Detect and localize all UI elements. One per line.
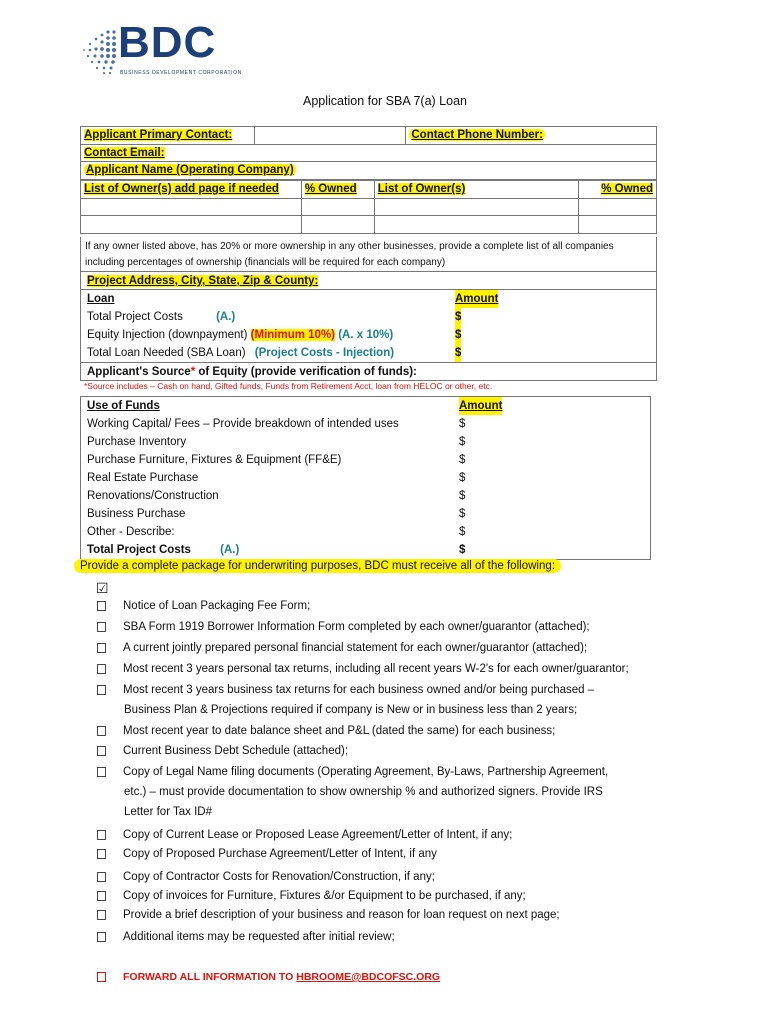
- phone-label: Contact Phone Number:: [411, 129, 543, 142]
- uof-total-label: Total Project Costs: [87, 544, 191, 556]
- checklist-item: Copy of Current Lease or Proposed Lease Agreement/Letter of Intent, if any;: [97, 829, 512, 841]
- uof-amount[interactable]: $: [459, 526, 466, 538]
- uof-total-row: [81, 541, 650, 559]
- loan-label: Loan: [87, 293, 115, 305]
- source-label-a: Applicant's Source: [87, 366, 191, 378]
- ownership-note: If any owner listed above, has 20% or more ownership in any other businesses, provide a complete list of all companies including percentages of ownership (financials will be required for each company): [80, 237, 657, 272]
- uof-amount[interactable]: $: [459, 454, 466, 466]
- total-costs-row: [81, 308, 656, 326]
- logo-dots-icon: [78, 26, 122, 76]
- checklist-item: Copy of Legal Name filing documents (Operating Agreement, By-Laws, Partnership Agreement,: [97, 766, 608, 778]
- primary-contact-label-cell: [81, 127, 255, 145]
- email-label: Contact Email:: [84, 146, 165, 159]
- checkbox[interactable]: [97, 872, 106, 882]
- primary-contact-label: Applicant Primary Contact:: [84, 129, 233, 142]
- owner-name-input[interactable]: [374, 216, 578, 234]
- uof-item: Renovations/Construction: [87, 490, 219, 502]
- uof-row: [81, 487, 650, 505]
- checkbox[interactable]: [97, 972, 106, 982]
- checkbox[interactable]: [97, 726, 106, 736]
- uof-row: [81, 505, 650, 523]
- uof-item: Working Capital/ Fees – Provide breakdown of intended uses: [87, 418, 399, 430]
- page-title: Application for SBA 7(a) Loan: [303, 94, 467, 108]
- checkbox[interactable]: [97, 643, 106, 653]
- checklist-item: Copy of Contractor Costs for Renovation/Construction, if any;: [97, 871, 435, 883]
- uof-header-row: [81, 397, 650, 415]
- applicant-name-row: [81, 162, 657, 180]
- uof-amount[interactable]: $: [459, 436, 466, 448]
- owners-cell: [374, 181, 578, 199]
- owners-header-row: [81, 181, 657, 199]
- logo-subtitle: BUSINESS DEVELOPMENT CORPORATION: [120, 70, 242, 76]
- equity-source-row[interactable]: [81, 362, 656, 380]
- owner-entry-row: [81, 216, 657, 234]
- total-costs-amount[interactable]: $: [455, 308, 461, 326]
- uof-row: [81, 469, 650, 487]
- total-loan-label: Total Loan Needed (SBA Loan): [87, 347, 246, 359]
- checklist-item: Most recent 3 years personal tax returns, including all recent years W-2's for each owner/guarantor;: [97, 663, 629, 675]
- phone-label-cell: [406, 127, 551, 145]
- logo-brand: BDC: [118, 18, 217, 67]
- owner-percent-input[interactable]: [301, 216, 374, 234]
- project-address-label: Project Address, City, State, Zip & County:: [87, 275, 319, 287]
- uof-amount[interactable]: $: [459, 472, 466, 484]
- checkbox[interactable]: [97, 910, 106, 920]
- applicant-name-label: Applicant Name (Operating Company): [86, 164, 294, 177]
- checklist-continuation: Letter for Tax ID#: [124, 806, 212, 818]
- owned-1-cell: [301, 181, 374, 199]
- owner-entry-row: [81, 198, 657, 216]
- owners-label: List of Owner(s): [377, 183, 466, 196]
- owner-percent-input[interactable]: [579, 198, 657, 216]
- uof-total-amount[interactable]: $: [459, 544, 466, 556]
- uof-item: Other - Describe:: [87, 526, 175, 538]
- uof-item: Purchase Inventory: [87, 436, 187, 448]
- email-row: [81, 144, 657, 162]
- checklist-item: Copy of invoices for Furniture, Fixtures &/or Equipment to be purchased, if any;: [97, 890, 526, 902]
- source-star: *: [190, 366, 196, 378]
- checklist-item: Most recent 3 years business tax returns for each business owned and/or being purchased –: [97, 684, 594, 696]
- equity-amount[interactable]: $: [455, 326, 461, 344]
- checklist-item: A current jointly prepared personal financial statement for each owner/guarantor (attached);: [97, 642, 587, 654]
- checklist-continuation: etc.) – must provide documentation to show ownership % and authorized signers. Provide IRS: [124, 786, 603, 798]
- project-address-row[interactable]: [81, 272, 656, 290]
- equity-formula: (A. x 10%): [338, 329, 394, 341]
- forward-item: [97, 971, 440, 983]
- email-cell[interactable]: [81, 144, 657, 162]
- checkbox[interactable]: [97, 601, 106, 611]
- project-section: [80, 272, 657, 381]
- checklist-item: Most recent year to date balance sheet and P&L (dated the same) for each business;: [97, 725, 555, 737]
- owners-add-page-label: List of Owner(s) add page if needed: [84, 183, 279, 196]
- checklist-item: Additional items may be requested after initial review;: [97, 931, 395, 943]
- owners-table: [80, 180, 657, 234]
- checklist-item: Notice of Loan Packaging Fee Form;: [97, 600, 310, 612]
- package-note: Provide a complete package for underwriting purposes, BDC must receive all of the following:: [74, 559, 561, 573]
- uof-item: Business Purchase: [87, 508, 186, 520]
- checklist-item: SBA Form 1919 Borrower Information Form completed by each owner/guarantor (attached);: [97, 621, 590, 633]
- checkbox[interactable]: [97, 830, 106, 840]
- equity-row: [81, 326, 656, 344]
- total-costs-ref: (A.): [216, 311, 236, 323]
- checkbox[interactable]: [97, 891, 106, 901]
- uof-item: Purchase Furniture, Fixtures & Equipment (FF&E): [87, 454, 342, 466]
- checkbox[interactable]: [97, 685, 106, 695]
- applicant-name-cell[interactable]: [81, 162, 657, 180]
- uof-amount-header: Amount: [459, 397, 502, 415]
- owner-percent-input[interactable]: [579, 216, 657, 234]
- owned-2-cell: [579, 181, 657, 199]
- uof-row: [81, 523, 650, 541]
- bdc-logo: [78, 18, 242, 82]
- owner-name-input[interactable]: [374, 198, 578, 216]
- loan-header-row: [81, 290, 656, 308]
- equity-label: Equity Injection (downpayment): [87, 329, 248, 341]
- uof-amount[interactable]: $: [459, 508, 466, 520]
- uof-total-ref: (A.): [220, 544, 240, 556]
- checkmark-icon: ☑: [96, 580, 109, 596]
- forward-prefix: FORWARD ALL INFORMATION TO: [123, 971, 297, 983]
- equity-minimum: (Minimum 10%): [250, 329, 335, 341]
- owner-percent-input[interactable]: [301, 198, 374, 216]
- source-note: *Source includes – Cash on hand, Gifted funds, Funds from Retirement Acct, loan from HELOC or other, etc.: [84, 381, 493, 391]
- owner-name-input[interactable]: [81, 198, 302, 216]
- amount-label: Amount: [455, 290, 498, 308]
- total-loan-row: [81, 344, 656, 362]
- uof-row: [81, 451, 650, 469]
- uof-row: [81, 415, 650, 433]
- uof-header: Use of Funds: [87, 400, 160, 412]
- uof-row: [81, 433, 650, 451]
- uof-amount[interactable]: $: [459, 418, 466, 430]
- checkbox[interactable]: [97, 849, 106, 859]
- use-of-funds-section: [80, 396, 651, 560]
- uof-item: Real Estate Purchase: [87, 472, 199, 484]
- checkbox[interactable]: [97, 664, 106, 674]
- owned-label-1: % Owned: [304, 183, 357, 196]
- forward-email-link[interactable]: HBROOME@BDCOFSC.ORG: [296, 971, 441, 983]
- total-loan-formula: (Project Costs - Injection): [254, 347, 395, 359]
- checklist-continuation: Business Plan & Projections required if company is New or in business less than 2 years;: [124, 704, 578, 716]
- total-costs-label: Total Project Costs: [87, 311, 183, 323]
- owned-label-2: % Owned: [601, 183, 653, 196]
- checkbox[interactable]: [97, 932, 106, 942]
- owner-name-input[interactable]: [81, 216, 302, 234]
- uof-amount[interactable]: $: [459, 490, 466, 502]
- total-loan-amount[interactable]: $: [455, 344, 461, 362]
- checklist-item: Current Business Debt Schedule (attached);: [97, 745, 348, 757]
- applicant-table: [80, 126, 657, 180]
- primary-contact-input[interactable]: [254, 127, 405, 145]
- checklist-item: Copy of Proposed Purchase Agreement/Letter of Intent, if any: [97, 848, 437, 860]
- phone-input[interactable]: [551, 127, 657, 145]
- owners-add-page-cell: [81, 181, 302, 199]
- checkbox[interactable]: [97, 622, 106, 632]
- contact-row: [81, 127, 657, 145]
- checkbox[interactable]: [97, 746, 106, 756]
- checkbox[interactable]: [97, 767, 106, 777]
- source-label-b: of Equity (provide verification of funds):: [195, 366, 417, 378]
- checklist-item: Provide a brief description of your business and reason for loan request on next page;: [97, 909, 560, 921]
